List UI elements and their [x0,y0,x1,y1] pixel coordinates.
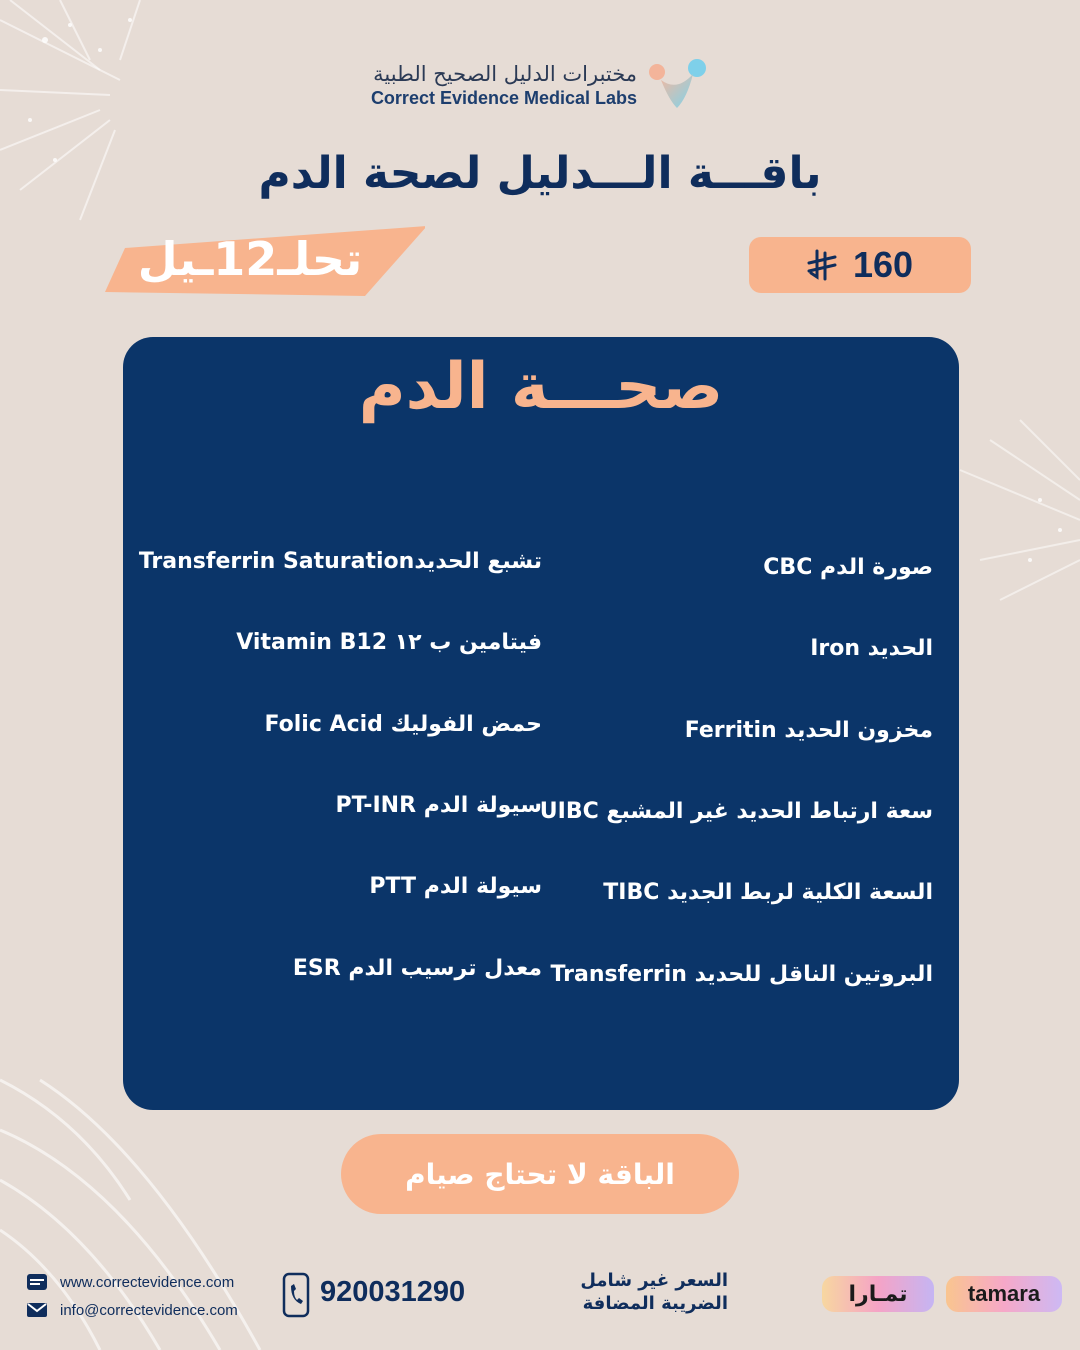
brand-name-en: Correct Evidence Medical Labs [370,87,638,108]
tamara-badge-en [946,1276,1062,1312]
tests-count: تحلـ12ـيل [137,232,363,286]
email-row[interactable] [26,1296,238,1324]
package-title: باقـــة الـــدليل لصحة الدم [258,148,822,199]
web-icon [26,1272,48,1292]
test-item: الحديد Iron [810,636,933,661]
test-item: البروتين الناقل للحديد Transferrin [550,962,933,987]
email-link[interactable]: info@correctevidence.com [60,1301,238,1319]
tamara-label-en: tamara [967,1281,1041,1306]
brand-name-ar: مختبرات الدليل الصحيح الطبية [373,61,638,86]
test-item: معدل ترسيب الدم ESR [292,956,542,981]
phone-number[interactable]: 920031290 [320,1276,466,1308]
test-item: صورة الدم CBC [763,555,933,580]
test-item: السعة الكلية لربط الجديد TIBC [603,880,933,905]
card-heading: صحـــة الدم [358,350,724,424]
mail-icon [26,1301,48,1319]
test-item: حمض الفوليك Folic Acid [264,712,542,737]
brand-text [371,62,637,111]
test-item: تشبع الحديدTransferrin Saturation [138,549,542,574]
vat-note-line2: الضريبة المضافة [582,1292,728,1314]
phone-icon [282,1272,310,1318]
test-item: سعة ارتباط الحديد غير المشبع UIBC [539,799,933,824]
vat-note-line1: السعر غير شامل [580,1270,728,1291]
contact-info [26,1268,238,1324]
brand-header [0,58,1080,114]
price-badge [749,237,971,293]
price-value: 160 [852,244,914,285]
test-item: سيولة الدم PT-INR [335,793,542,818]
vat-note [560,1270,728,1315]
test-item: فيتامين ب ١٢ Vitamin B12 [236,630,542,655]
website-link[interactable]: www.correctevidence.com [60,1273,235,1291]
tamara-label-ar: تمـارا [848,1281,908,1307]
logo-icon [647,58,709,114]
tamara-badge-ar [822,1276,934,1312]
website-row[interactable] [26,1268,238,1296]
fasting-note [341,1134,739,1214]
riyal-icon [807,249,837,281]
test-item: مخزون الحديد Ferritin [684,718,933,743]
fasting-note-text: الباقة لا تحتاج صيام [405,1157,675,1191]
test-item: سيولة الدم PTT [369,874,542,899]
